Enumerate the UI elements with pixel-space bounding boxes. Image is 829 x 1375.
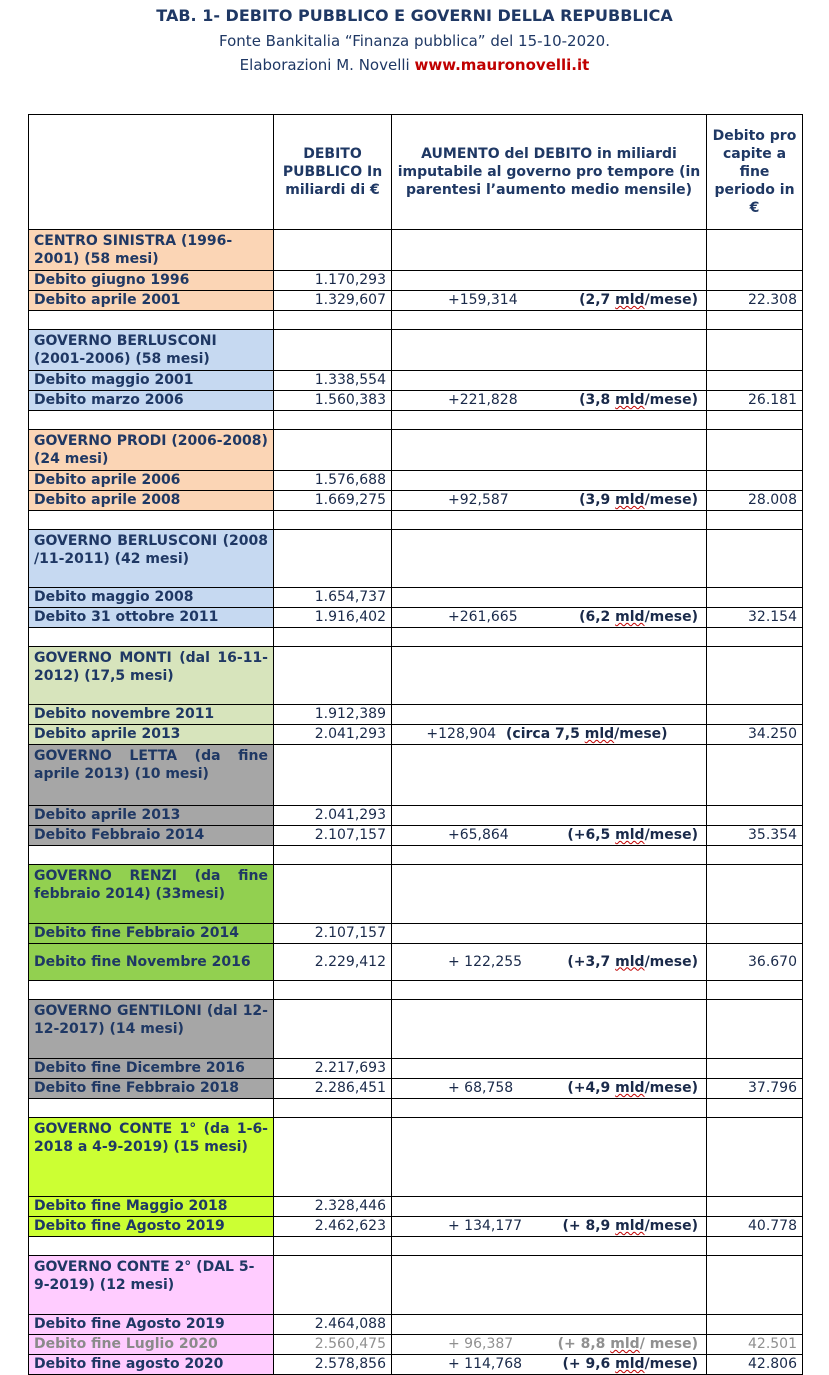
- increase-cell: [392, 725, 707, 745]
- spacer-row: [29, 311, 803, 330]
- debt-value: 2.286,451: [274, 1079, 392, 1099]
- increase-amount: + 122,255: [448, 953, 523, 970]
- empty-cell: [29, 511, 274, 530]
- monthly-rate: (3,9 mld/mese): [579, 492, 698, 508]
- increase-wrapper: [396, 1336, 698, 1353]
- source-line: Fonte Bankitalia “Finanza pubblica” del 15-10-2020.: [219, 32, 610, 50]
- increase-amount: +92,587: [448, 492, 509, 508]
- increase-wrapper: [396, 1218, 698, 1235]
- period-label: Debito fine Novembre 2016: [29, 944, 274, 981]
- per-capita-value: [707, 271, 803, 291]
- increase-wrapper: [396, 726, 698, 743]
- table-row: [29, 291, 803, 311]
- mld-unit: mld: [615, 609, 645, 625]
- increase-cell: [392, 705, 707, 725]
- empty-cell: [707, 230, 803, 271]
- period-label: Debito aprile 2013: [29, 806, 274, 826]
- table-row: [29, 1217, 803, 1237]
- mld-unit: mld: [615, 953, 645, 970]
- increase-cell: [392, 1217, 707, 1237]
- table-body: [29, 230, 803, 1375]
- table-row: [29, 271, 803, 291]
- increase-amount: + 96,387: [448, 1336, 514, 1352]
- empty-cell: [707, 1256, 803, 1315]
- empty-cell: [707, 411, 803, 430]
- mld-unit: mld: [615, 1356, 645, 1372]
- table-row: [29, 705, 803, 725]
- period-label: Debito aprile 2006: [29, 471, 274, 491]
- period-label: Debito fine Febbraio 2018: [29, 1079, 274, 1099]
- empty-cell: [274, 846, 392, 865]
- empty-cell: [29, 628, 274, 647]
- debt-value: 2.041,293: [274, 806, 392, 826]
- empty-cell: [274, 511, 392, 530]
- per-capita-value: [707, 588, 803, 608]
- empty-cell: [274, 865, 392, 924]
- period-label: Debito fine Maggio 2018: [29, 1197, 274, 1217]
- empty-cell: [392, 411, 707, 430]
- increase-cell: [392, 1197, 707, 1217]
- empty-cell: [392, 530, 707, 588]
- period-label: Debito Febbraio 2014: [29, 826, 274, 846]
- empty-cell: [392, 846, 707, 865]
- empty-cell: [392, 865, 707, 924]
- increase-cell: [392, 1355, 707, 1375]
- per-capita-value: 36.670: [707, 944, 803, 981]
- empty-cell: [392, 311, 707, 330]
- empty-cell: [392, 1256, 707, 1315]
- per-capita-value: [707, 924, 803, 944]
- empty-cell: [274, 1000, 392, 1059]
- empty-cell: [274, 530, 392, 588]
- table-row: [29, 371, 803, 391]
- per-capita-value: [707, 806, 803, 826]
- empty-cell: [392, 1000, 707, 1059]
- monthly-rate: (+4,9 mld/mese): [567, 1080, 698, 1096]
- increase-amount: +261,665: [448, 609, 518, 625]
- period-label: Debito fine Dicembre 2016: [29, 1059, 274, 1079]
- increase-wrapper: [396, 827, 698, 844]
- table-row: [29, 1355, 803, 1375]
- increase-wrapper: [396, 954, 698, 971]
- debt-value: 1.912,389: [274, 705, 392, 725]
- debt-value: 1.576,688: [274, 471, 392, 491]
- period-label: Debito novembre 2011: [29, 705, 274, 725]
- empty-cell: [274, 1256, 392, 1315]
- period-label: Debito fine Agosto 2019: [29, 1315, 274, 1335]
- mld-unit: mld: [615, 292, 645, 308]
- empty-cell: [274, 1237, 392, 1256]
- website-link[interactable]: www.mauronovelli.it: [414, 56, 590, 74]
- per-capita-value: [707, 471, 803, 491]
- empty-cell: [274, 230, 392, 271]
- per-capita-value: [707, 1197, 803, 1217]
- credit-prefix: Elaborazioni M. Novelli: [239, 56, 415, 74]
- empty-cell: [707, 1000, 803, 1059]
- empty-cell: [274, 981, 392, 1000]
- increase-cell: [392, 1315, 707, 1335]
- empty-cell: [707, 511, 803, 530]
- empty-cell: [29, 981, 274, 1000]
- empty-cell: [274, 311, 392, 330]
- monthly-rate: (2,7 mld/mese): [579, 292, 698, 308]
- mld-unit: mld: [615, 492, 645, 508]
- header-increase: AUMENTO del DEBITO in miliardi imputabile al governo pro tempore (in parentesi l’aumento medio mensile): [392, 115, 707, 230]
- monthly-rate: (+ 8,8 mld/ mese): [557, 1336, 698, 1352]
- increase-wrapper: [396, 1080, 698, 1097]
- government-name: GOVERNO MONTI (dal 16-11-2012) (17,5 mesi): [29, 647, 274, 705]
- debt-value: 2.462,623: [274, 1217, 392, 1237]
- per-capita-value: 42.806: [707, 1355, 803, 1375]
- government-name: GOVERNO GENTILONI (dal 12-12-2017) (14 mesi): [29, 1000, 274, 1059]
- per-capita-value: 22.308: [707, 291, 803, 311]
- empty-cell: [274, 628, 392, 647]
- government-name: GOVERNO CONTE 1° (da 1-6-2018 a 4-9-2019) (15 mesi): [29, 1118, 274, 1197]
- per-capita-value: 42.501: [707, 1335, 803, 1355]
- period-label: Debito aprile 2001: [29, 291, 274, 311]
- empty-cell: [392, 745, 707, 806]
- empty-cell: [707, 628, 803, 647]
- table-row: [29, 608, 803, 628]
- increase-wrapper: [396, 292, 698, 309]
- empty-cell: [707, 846, 803, 865]
- increase-cell: [392, 826, 707, 846]
- debt-value: 2.560,475: [274, 1335, 392, 1355]
- spacer-row: [29, 411, 803, 430]
- debt-value: 2.578,856: [274, 1355, 392, 1375]
- empty-cell: [29, 311, 274, 330]
- debt-value: 1.669,275: [274, 491, 392, 511]
- government-header-row: [29, 1000, 803, 1059]
- per-capita-value: 37.796: [707, 1079, 803, 1099]
- increase-amount: +128,904: [426, 726, 497, 742]
- government-name: GOVERNO LETTA (da fine aprile 2013) (10 mesi): [29, 745, 274, 806]
- table-row: [29, 1335, 803, 1355]
- empty-cell: [392, 1118, 707, 1197]
- table-row: [29, 826, 803, 846]
- per-capita-value: 35.354: [707, 826, 803, 846]
- per-capita-value: 32.154: [707, 608, 803, 628]
- increase-amount: +65,864: [448, 827, 509, 843]
- debt-value: 2.217,693: [274, 1059, 392, 1079]
- header-debt: DEBITO PUBBLICO In miliardi di €: [274, 115, 392, 230]
- period-label: Debito aprile 2013: [29, 725, 274, 745]
- government-header-row: [29, 745, 803, 806]
- empty-cell: [392, 1237, 707, 1256]
- empty-cell: [274, 330, 392, 371]
- increase-wrapper: [396, 492, 698, 509]
- monthly-rate: (+6,5 mld/mese): [567, 827, 698, 843]
- table-row: [29, 1059, 803, 1079]
- empty-cell: [29, 411, 274, 430]
- increase-cell: [392, 924, 707, 944]
- debt-value: 1.560,383: [274, 391, 392, 411]
- page-title: TAB. 1- DEBITO PUBBLICO E GOVERNI DELLA REPUBBLICA: [156, 6, 673, 25]
- government-name: GOVERNO PRODI (2006-2008) (24 mesi): [29, 430, 274, 471]
- empty-cell: [707, 1237, 803, 1256]
- header-empty-cell: [29, 115, 274, 230]
- increase-cell: [392, 371, 707, 391]
- increase-amount: +221,828: [448, 392, 518, 408]
- government-header-row: [29, 430, 803, 471]
- period-label: Debito 31 ottobre 2011: [29, 608, 274, 628]
- empty-cell: [29, 846, 274, 865]
- empty-cell: [707, 647, 803, 705]
- period-label: Debito marzo 2006: [29, 391, 274, 411]
- increase-cell: [392, 588, 707, 608]
- empty-cell: [707, 1099, 803, 1118]
- empty-cell: [29, 1099, 274, 1118]
- empty-cell: [707, 430, 803, 471]
- per-capita-value: 40.778: [707, 1217, 803, 1237]
- increase-amount: +159,314: [448, 292, 518, 308]
- per-capita-value: 34.250: [707, 725, 803, 745]
- increase-amount: + 68,758: [448, 1080, 514, 1096]
- table-row: [29, 1315, 803, 1335]
- increase-cell: [392, 271, 707, 291]
- increase-cell: [392, 1335, 707, 1355]
- monthly-rate: (+3,7 mld/mese): [567, 953, 698, 970]
- empty-cell: [274, 745, 392, 806]
- monthly-rate: (6,2 mld/mese): [579, 609, 698, 625]
- debt-value: 1.654,737: [274, 588, 392, 608]
- empty-cell: [707, 530, 803, 588]
- period-label: Debito maggio 2008: [29, 588, 274, 608]
- spacer-row: [29, 628, 803, 647]
- debt-value: 2.107,157: [274, 924, 392, 944]
- table-row: [29, 725, 803, 745]
- period-label: Debito fine Febbraio 2014: [29, 924, 274, 944]
- per-capita-value: 26.181: [707, 391, 803, 411]
- period-label: Debito fine Agosto 2019: [29, 1217, 274, 1237]
- per-capita-value: [707, 371, 803, 391]
- table-row: [29, 1079, 803, 1099]
- table-row: [29, 391, 803, 411]
- per-capita-value: [707, 1059, 803, 1079]
- empty-cell: [274, 647, 392, 705]
- government-header-row: [29, 1256, 803, 1315]
- empty-cell: [274, 1099, 392, 1118]
- empty-cell: [707, 745, 803, 806]
- increase-cell: [392, 471, 707, 491]
- debt-value: 1.170,293: [274, 271, 392, 291]
- debt-value: 2.229,412: [274, 944, 392, 981]
- empty-cell: [707, 865, 803, 924]
- debt-value: 2.328,446: [274, 1197, 392, 1217]
- government-header-row: [29, 530, 803, 588]
- government-name: GOVERNO BERLUSCONI (2008 /11-2011) (42 mesi): [29, 530, 274, 588]
- table-row: [29, 471, 803, 491]
- monthly-rate: (circa 7,5 mld/mese): [506, 726, 668, 742]
- credit-line: [0, 56, 829, 74]
- government-name: GOVERNO CONTE 2° (DAL 5-9-2019) (12 mesi): [29, 1256, 274, 1315]
- table-row: [29, 588, 803, 608]
- empty-cell: [392, 230, 707, 271]
- mld-unit: mld: [584, 726, 615, 742]
- spacer-row: [29, 1237, 803, 1256]
- empty-cell: [29, 1237, 274, 1256]
- debt-value: 2.464,088: [274, 1315, 392, 1335]
- table-header-row: [29, 115, 803, 230]
- debt-table: [28, 114, 803, 1375]
- table-row: [29, 1197, 803, 1217]
- increase-wrapper: [396, 392, 698, 409]
- empty-cell: [274, 411, 392, 430]
- empty-cell: [707, 330, 803, 371]
- government-header-row: [29, 1118, 803, 1197]
- increase-amount: + 134,177: [448, 1218, 523, 1234]
- monthly-rate: (+ 9,6 mld/mese): [562, 1356, 698, 1372]
- government-header-row: [29, 230, 803, 271]
- empty-cell: [274, 430, 392, 471]
- mld-unit: mld: [615, 1218, 645, 1234]
- header-per-capita: Debito pro capite a fine periodo in €: [707, 115, 803, 230]
- empty-cell: [392, 1099, 707, 1118]
- empty-cell: [392, 330, 707, 371]
- empty-cell: [392, 511, 707, 530]
- increase-wrapper: [396, 609, 698, 626]
- period-label: Debito giugno 1996: [29, 271, 274, 291]
- spacer-row: [29, 846, 803, 865]
- government-header-row: [29, 865, 803, 924]
- debt-value: 1.338,554: [274, 371, 392, 391]
- monthly-rate: (+ 8,9 mld/mese): [562, 1218, 698, 1234]
- empty-cell: [707, 1118, 803, 1197]
- government-name: CENTRO SINISTRA (1996-2001) (58 mesi): [29, 230, 274, 271]
- increase-amount: + 114,768: [448, 1356, 523, 1372]
- table-row: [29, 924, 803, 944]
- debt-value: 1.916,402: [274, 608, 392, 628]
- government-name: GOVERNO BERLUSCONI (2001-2006) (58 mesi): [29, 330, 274, 371]
- increase-cell: [392, 491, 707, 511]
- mld-unit: mld: [610, 1336, 640, 1352]
- empty-cell: [392, 430, 707, 471]
- mld-unit: mld: [615, 827, 645, 843]
- debt-value: 2.041,293: [274, 725, 392, 745]
- debt-value: 2.107,157: [274, 826, 392, 846]
- empty-cell: [392, 628, 707, 647]
- period-label: Debito fine agosto 2020: [29, 1355, 274, 1375]
- monthly-rate: (3,8 mld/mese): [579, 392, 698, 408]
- increase-cell: [392, 391, 707, 411]
- increase-cell: [392, 1079, 707, 1099]
- spacer-row: [29, 981, 803, 1000]
- government-header-row: [29, 647, 803, 705]
- table-row: [29, 806, 803, 826]
- spacer-row: [29, 1099, 803, 1118]
- per-capita-value: [707, 705, 803, 725]
- government-header-row: [29, 330, 803, 371]
- spacer-row: [29, 511, 803, 530]
- mld-unit: mld: [615, 1080, 645, 1096]
- empty-cell: [707, 311, 803, 330]
- increase-cell: [392, 944, 707, 981]
- empty-cell: [392, 647, 707, 705]
- mld-unit: mld: [615, 392, 645, 408]
- empty-cell: [392, 981, 707, 1000]
- increase-cell: [392, 806, 707, 826]
- period-label: Debito fine Luglio 2020: [29, 1335, 274, 1355]
- empty-cell: [274, 1118, 392, 1197]
- period-label: Debito maggio 2001: [29, 371, 274, 391]
- table-row: [29, 944, 803, 981]
- empty-cell: [707, 981, 803, 1000]
- per-capita-value: [707, 1315, 803, 1335]
- table-row: [29, 491, 803, 511]
- per-capita-value: 28.008: [707, 491, 803, 511]
- period-label: Debito aprile 2008: [29, 491, 274, 511]
- increase-wrapper: [396, 1356, 698, 1373]
- debt-value: 1.329,607: [274, 291, 392, 311]
- increase-cell: [392, 291, 707, 311]
- increase-cell: [392, 608, 707, 628]
- government-name: GOVERNO RENZI (da fine febbraio 2014) (33mesi): [29, 865, 274, 924]
- increase-cell: [392, 1059, 707, 1079]
